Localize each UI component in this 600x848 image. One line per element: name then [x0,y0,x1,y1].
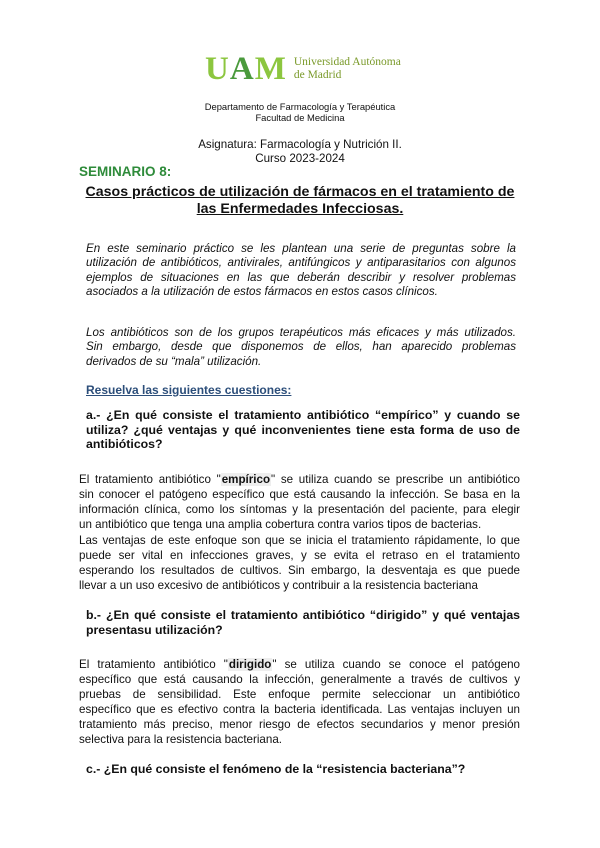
question-b [86,608,520,637]
question-b-line: b.- ¿En qué consiste el tratamiento antibiótico “dirigido” y qué ventajas [86,608,520,622]
intro-p1-line: utilización de antibióticos, antivirales, antifúngicos y antiparasitarios con algunos [86,256,516,270]
uam-logo-mark [205,50,286,87]
intro-paragraph-2 [86,326,516,369]
logo-letter-u: U [205,50,229,87]
seminar-title-line1: Casos prácticos de utilización de fármacos en el tratamiento de [85,184,515,200]
intro-p2-line: Los antibióticos son de los grupos terapéuticos más eficaces y más utilizados. [86,326,516,339]
university-logo [205,50,401,88]
question-c [86,762,520,777]
question-b-line: presentasu utilización? [86,622,223,637]
answer-b-line: pruebas de sensibilidad. Este enfoque permite seleccionar un antibiótico [79,688,520,702]
answer-b-text: El tratamiento antibiótico " [79,658,228,671]
seminar-title-line2: las Enfermedades Infecciosas. [196,201,404,217]
seminar-label: SEMINARIO 8: [79,164,172,179]
answer-a-line: sin conocer el patógeno específico que está causando la infección. Se basa en la [79,488,520,502]
university-name-line2: de Madrid [293,69,342,81]
university-name-line1: Universidad Autónoma [293,56,401,68]
term-dirigido: dirigido [228,658,272,671]
answer-a-line: información clínica, como los síntomas y la presentación del paciente, para elegir [79,503,520,517]
answer-b-line: selectiva para la resistencia bacteriana. [79,733,282,747]
question-a-line: utiliza? ¿qué ventajas y qué inconvenientes tiene esta forma de uso de [86,422,520,437]
answer-b-line: específico que está causando la infección, generalmente a través de cultivos y [79,673,520,687]
faculty-name: Facultad de Medicina [255,112,345,123]
logo-letter-m: M [254,50,286,87]
intro-p2-line: derivados de su “mala” utilización. [86,354,262,368]
department-header [0,101,600,123]
answer-a-text: El tratamiento antibiótico " [79,473,221,486]
intro-p1-line: asociados a la utilización de estos fármacos en estos casos clínicos. [86,284,438,298]
intro-p2-line: Sin embargo, desde que disponemos de ellos, han aparecido problemas [86,340,516,354]
answer-a2-line: llevar a un uso excesivo de antibióticos y contribuir a la resistencia bacteriana [79,579,478,593]
answer-b-paragraph [79,657,520,748]
question-a-line: a.- ¿En qué consiste el tratamiento antibiótico “empírico” y cuando se [86,408,520,422]
answer-a-text: " se utiliza cuando se prescribe un antibiótico [271,473,520,486]
answer-b-line: específico que es efectivo contra la bacteria identificada. Las ventajas incluyen un [79,703,520,717]
intro-p1-line: En este seminario práctico se les plantean una serie de preguntas sobre la [86,242,516,255]
answer-a-line: un antibiótico que tenga una amplia cobertura contra varios tipos de bacterias. [79,518,482,532]
answer-a-first-line [79,472,520,487]
university-name [294,56,401,82]
subject-name: Asignatura: Farmacología y Nutrición II. [198,138,402,151]
answer-a2-line: Las ventajas de este enfoque son que se inicia el tratamiento rápidamente, lo que [79,534,520,547]
answer-b-text: " se utiliza cuando se conoce el patógeno [272,658,520,671]
instructions-heading: Resuelva las siguientes cuestiones: [86,383,292,397]
answer-a2-line: esperando los resultados de cultivos. Sin embargo, la desventaja es que puede [79,564,520,578]
subject-header [0,138,600,165]
answer-a-paragraph-2 [79,533,520,593]
answer-a2-line: puede ser vital en infecciones graves, y se evita el retraso en el tratamiento [79,549,520,563]
question-c-line: c.- ¿En qué consiste el fenómeno de la “resistencia bacteriana”? [86,762,466,776]
answer-b-line: tratamiento más preciso, menor riesgo de efectos secundarios y menor presión [79,718,520,732]
intro-paragraph-1 [86,242,516,299]
department-name: Departamento de Farmacología y Terapéutica [204,101,396,112]
course-year: Curso 2023-2024 [255,151,345,165]
answer-b-first-line [79,657,520,672]
question-a [86,408,520,452]
question-a-line: antibióticos? [86,437,163,452]
logo-letter-a: A [229,50,254,87]
term-empirico: empírico [221,473,271,486]
intro-p1-line: ejemplos de situaciones en las que deberán describir y resolver problemas [86,270,516,284]
answer-a-paragraph-1 [79,472,520,532]
seminar-title [60,184,540,218]
